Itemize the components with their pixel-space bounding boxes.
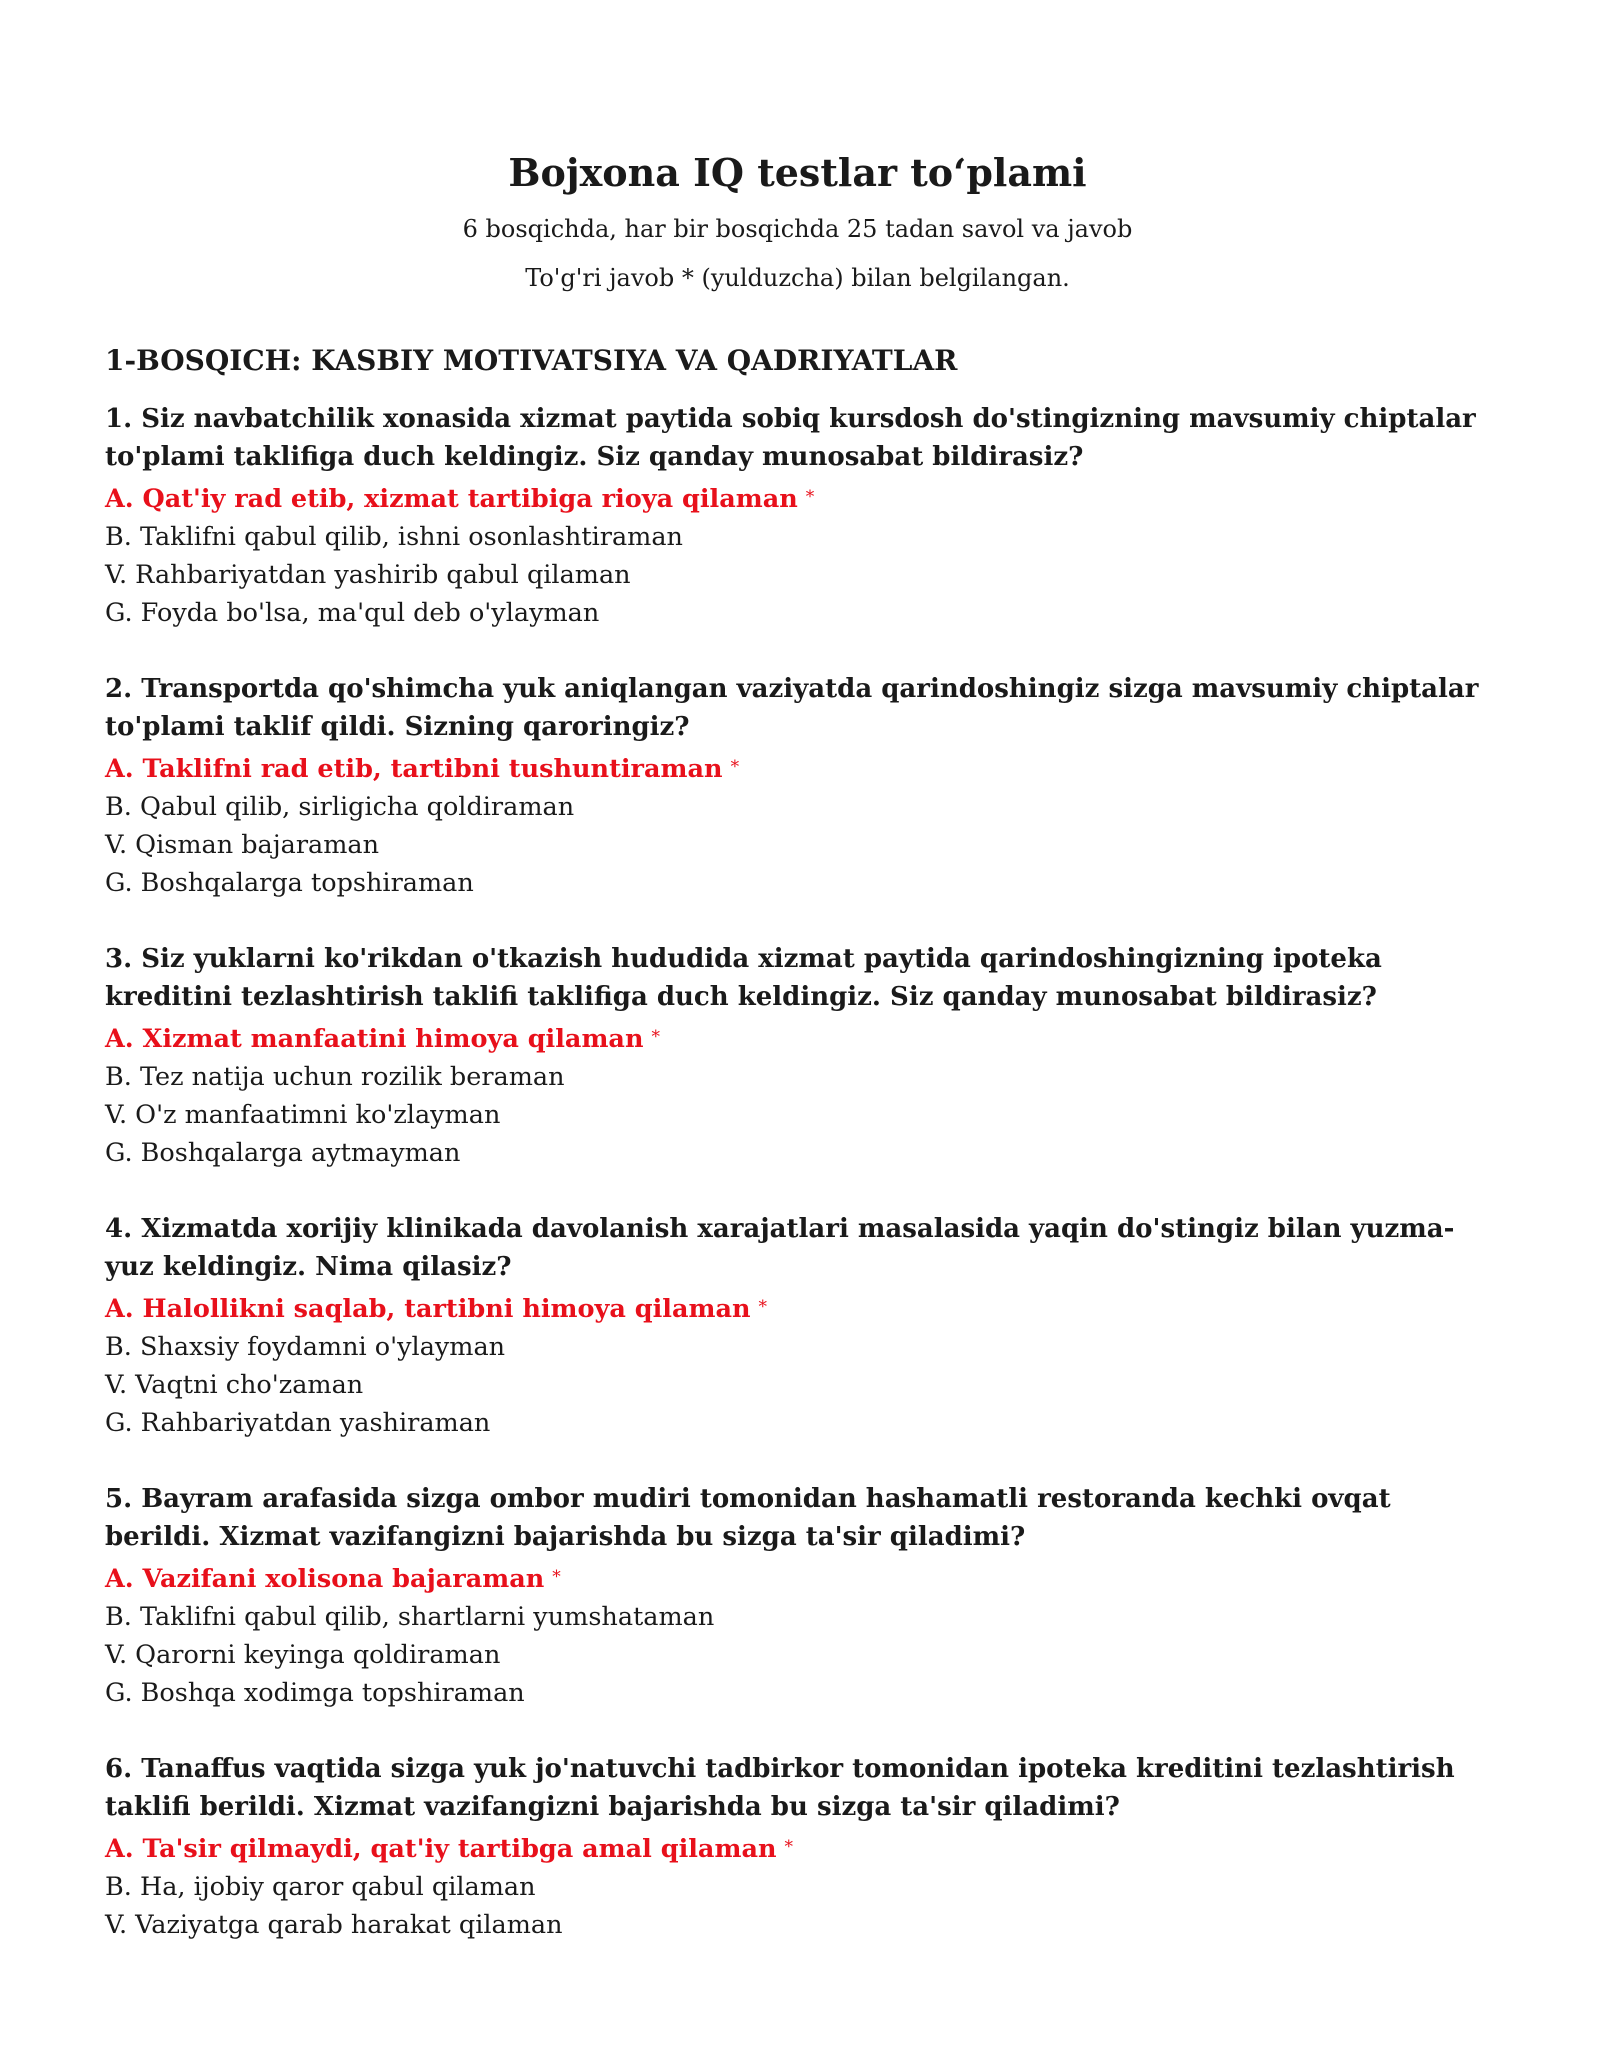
- answer-option: B. Qabul qilib, sirligicha qoldiraman: [105, 791, 575, 822]
- answer-correct: [105, 478, 1490, 518]
- answer-correct: [105, 1288, 1490, 1328]
- question-2: [105, 670, 1490, 902]
- question-text: 6. Tanaffus vaqtida sizga yuk jo'natuvchi tadbirkor tomonidan ipoteka kreditini tezlashtirish taklifi berildi. Xizmat vazifangizni bajarishda bu sizga ta'sir qiladimi?: [105, 1753, 1455, 1822]
- answer-option: B. Tez natija uchun rozilik beraman: [105, 1061, 565, 1092]
- answer-label: A. Ta'sir qilmaydi, qat'iy tartibga amal qilaman: [105, 1833, 777, 1864]
- section-heading: 1-BOSQICH: KASBIY MOTIVATSIYA VA QADRIYATLAR: [105, 343, 958, 377]
- question-text: 1. Siz navbatchilik xonasida xizmat paytida sobiq kursdosh do'stingizning mavsumiy chiptalar to'plami taklifiga duch keldingiz. Siz qanday munosabat bildirasiz?: [105, 403, 1476, 472]
- correct-marker: *: [730, 756, 740, 777]
- answer-correct: [105, 1828, 1490, 1868]
- answer-label: A. Qat'iy rad etib, xizmat tartibiga rioya qilaman: [105, 483, 798, 514]
- answer-correct: [105, 1558, 1490, 1598]
- answer-label: A. Taklifni rad etib, tartibni tushuntiraman: [105, 753, 723, 784]
- answer-option: G. Rahbariyatdan yashiraman: [105, 1407, 491, 1438]
- question-text: 2. Transportda qo'shimcha yuk aniqlangan vaziyatda qarindoshingiz sizga mavsumiy chiptalar to'plami taklif qildi. Sizning qaroringiz?: [105, 673, 1479, 742]
- correct-marker: *: [552, 1566, 561, 1587]
- answer-option: V. O'z manfaatimni ko'zlayman: [105, 1099, 501, 1130]
- answer-option: B. Ha, ijobiy qaror qabul qilaman: [105, 1871, 536, 1902]
- answer-option: B. Taklifni qabul qilib, shartlarni yumshataman: [105, 1601, 715, 1632]
- answer-correct: [105, 1018, 1490, 1058]
- document-subtitle: 6 bosqichda, har bir bosqichda 25 tadan savol va javob: [462, 214, 1133, 243]
- answer-option: V. Vaziyatga qarab harakat qilaman: [105, 1909, 563, 1940]
- correct-marker: *: [758, 1296, 768, 1317]
- question-5: [105, 1480, 1490, 1712]
- question-3: [105, 940, 1490, 1172]
- answer-option: V. Qisman bajaraman: [105, 829, 380, 860]
- answer-option: G. Boshqalarga aytmayman: [105, 1137, 461, 1168]
- answer-option: G. Foyda bo'lsa, ma'qul deb o'ylayman: [105, 597, 600, 628]
- answer-label: A. Halollikni saqlab, tartibni himoya qilaman: [105, 1293, 751, 1324]
- answer-option: V. Rahbariyatdan yashirib qabul qilaman: [105, 559, 631, 590]
- answer-option: G. Boshqalarga topshiraman: [105, 867, 474, 898]
- answer-label: A. Vazifani xolisona bajaraman: [105, 1563, 545, 1594]
- correct-marker: *: [805, 486, 815, 507]
- question-6: [105, 1750, 1490, 1944]
- document-title: Bojxona IQ testlar to‘plami: [508, 150, 1087, 195]
- answer-option: B. Shaxsiy foydamni o'ylayman: [105, 1331, 506, 1362]
- answer-option: V. Vaqtni cho'zaman: [105, 1369, 364, 1400]
- correct-marker: *: [651, 1026, 660, 1047]
- question-text: 3. Siz yuklarni ko'rikdan o'tkazish hududida xizmat paytida qarindoshingizning ipoteka kreditini tezlashtirish taklifi taklifiga duch keldingiz. Siz qanday munosabat bildirasiz?: [105, 943, 1382, 1012]
- document-note: To'g'ri javob * (yulduzcha) bilan belgilangan.: [525, 263, 1070, 292]
- question-text: 4. Xizmatda xorijiy klinikada davolanish xarajatlari masalasida yaqin do'stingiz bilan yuzma-yuz keldingiz. Nima qilasiz?: [105, 1213, 1455, 1282]
- answer-option: G. Boshqa xodimga topshiraman: [105, 1677, 525, 1708]
- question-4: [105, 1210, 1490, 1442]
- correct-marker: *: [784, 1836, 794, 1857]
- question-1: [105, 400, 1490, 632]
- answer-label: A. Xizmat manfaatini himoya qilaman: [105, 1023, 644, 1054]
- answer-option: B. Taklifni qabul qilib, ishni osonlashtiraman: [105, 521, 683, 552]
- answer-correct: [105, 748, 1490, 788]
- answer-option: V. Qarorni keyinga qoldiraman: [105, 1639, 501, 1670]
- question-text: 5. Bayram arafasida sizga ombor mudiri tomonidan hashamatli restoranda kechki ovqat berildi. Xizmat vazifangizni bajarishda bu sizga ta'sir qiladimi?: [105, 1483, 1391, 1552]
